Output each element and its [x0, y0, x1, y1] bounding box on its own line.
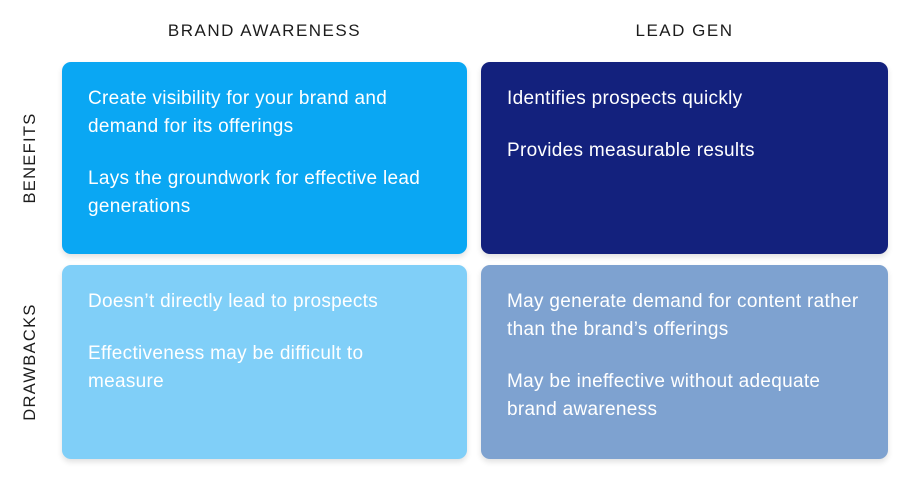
- cell-text-item: Create visibility for your brand and demand for its offerings: [88, 88, 388, 137]
- row-label-drawbacks: DRAWBACKS: [21, 303, 39, 421]
- cell-text-item: May be ineffective without adequate brand awareness: [507, 371, 821, 420]
- cell-text-item: Effectiveness may be difficult to measure: [88, 343, 364, 392]
- cell-text-item: Lays the groundwork for effective lead generations: [88, 168, 421, 217]
- cell-drawbacks-brand-awareness: [62, 265, 467, 459]
- cell-benefits-brand-awareness: [62, 62, 467, 254]
- row-label-benefits: BENEFITS: [21, 112, 39, 204]
- column-header-brand-awareness: BRAND AWARENESS: [167, 21, 362, 40]
- cell-text-item: May generate demand for content rather than the brand’s offerings: [507, 291, 859, 340]
- cell-drawbacks-lead-gen: [481, 265, 888, 459]
- column-header-lead-gen: LEAD GEN: [635, 21, 734, 40]
- cell-benefits-lead-gen: [481, 62, 888, 254]
- cell-text-item: Provides measurable results: [507, 140, 755, 161]
- cell-text-item: Doesn’t directly lead to prospects: [88, 291, 379, 312]
- cell-text-item: Identifies prospects quickly: [507, 88, 743, 109]
